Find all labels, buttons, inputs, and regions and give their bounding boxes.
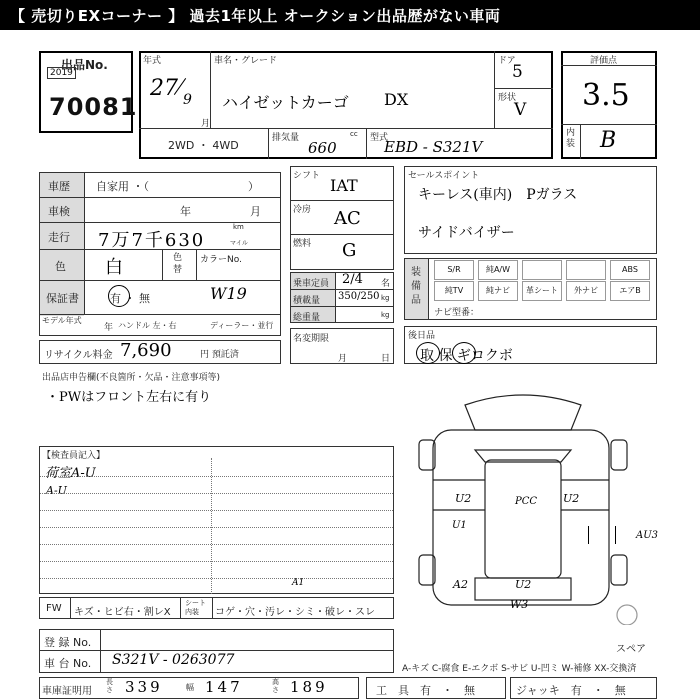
inspector-rule xyxy=(40,561,393,562)
equipment-item-a-0: S/R xyxy=(434,260,474,280)
spare-tire-circle xyxy=(617,605,637,625)
mileage-value: 7万7千630 xyxy=(98,230,206,251)
lot-label: 出品No. xyxy=(61,58,108,72)
name-change-label: 名変期限 xyxy=(293,334,330,344)
inspector-rule xyxy=(40,493,393,494)
jack-label: ジャッキ 有 ・ 無 xyxy=(516,684,626,697)
fw-scratch: キズ・ヒビ右・割レX xyxy=(74,607,171,618)
recycle-value: 7,690 xyxy=(120,340,172,361)
capacity-value: 2/4 xyxy=(342,272,363,287)
inspector-rule xyxy=(40,578,393,579)
recycle-unit: 円 預託済 xyxy=(200,350,239,360)
diagram-mark-1: U2 xyxy=(455,492,472,505)
width-value: 147 xyxy=(205,678,243,696)
model-year-unit: 年 xyxy=(104,323,114,333)
lot-box xyxy=(39,51,138,133)
lot-number: 70081 xyxy=(49,93,138,121)
diagram-mark-4: U1 xyxy=(452,520,467,531)
fw-seat-label: シート内装 xyxy=(185,599,206,616)
diagram-mark-8: AU3 xyxy=(636,530,659,541)
equipment-item-b-4: エアB xyxy=(610,281,650,301)
name-label: 車名・グレード xyxy=(214,56,278,66)
interior-value: B xyxy=(600,128,617,153)
score-label: 評価点 xyxy=(590,56,618,66)
model-year-label: モデル年式 xyxy=(42,316,82,325)
diagram-mark-7: W3 xyxy=(510,598,529,611)
color-no-label: カラーNo. xyxy=(200,255,242,265)
inspect-label: 車検 xyxy=(48,205,70,218)
recycle-label: リサイクル料金 xyxy=(44,350,113,361)
wheel-front-right xyxy=(611,440,627,470)
inspector-line1: 荷室A-U xyxy=(45,466,96,481)
header-title: 【 売切りEXコーナー 】 過去1年以上 オークション出品歴がない車両 xyxy=(10,7,501,25)
height-value: 189 xyxy=(290,678,328,696)
model-value: EBD - S321V xyxy=(384,138,483,156)
inspect-month: 月 xyxy=(250,205,261,218)
mileage-label: 走行 xyxy=(48,231,70,244)
equipment-item-b-0: 純TV xyxy=(434,281,474,301)
shift-value: IAT xyxy=(330,176,358,195)
shape-label: 形状 xyxy=(498,93,517,103)
fuel-label: 燃料 xyxy=(293,239,312,249)
declaration-label: 出品店申告欄(不良箇所・欠品・注意事項等) xyxy=(42,373,221,383)
fw-label: FW xyxy=(46,603,62,614)
history-value: 自家用 ・（ xyxy=(96,180,149,193)
length-value: 339 xyxy=(125,678,163,696)
cert-label: 車庫証明用 xyxy=(42,686,92,697)
inspector-label: 【検査員記入】 xyxy=(42,451,106,461)
load-unit: kg xyxy=(381,294,390,302)
inspector-rule xyxy=(40,544,393,545)
inspect-year: 年 xyxy=(180,205,191,218)
inspector-rule xyxy=(40,527,393,528)
equipment-item-b-3: 外ナビ xyxy=(566,281,606,301)
door-value: 5 xyxy=(512,62,523,82)
month-unit: 月 xyxy=(201,119,211,129)
shift-label: シフト xyxy=(293,171,321,181)
wheel-rear-right xyxy=(611,555,627,585)
score-value: 3.5 xyxy=(582,78,630,113)
name-change-unit: 月 xyxy=(338,354,348,364)
diagram-mark-6: U2 xyxy=(515,578,532,591)
extras-label: 後日品 xyxy=(408,331,436,341)
diagram-mark-2: U2 xyxy=(563,492,580,505)
spare-label: スペア xyxy=(616,644,646,655)
color-value: 白 xyxy=(105,257,123,278)
legend: A-キズ C-腐食 E-エクボ S-サビ U-凹ミ W-補修 XX-交換済 xyxy=(402,664,637,674)
model-label: 型式 xyxy=(370,133,389,143)
diagram-mark-3: PCC xyxy=(515,496,538,507)
shape-value: V xyxy=(514,100,527,120)
fw-seat-text: コゲ・穴・汚レ・シミ・破レ・スレ xyxy=(215,607,375,618)
length-label: 長さ xyxy=(106,678,113,694)
equipment-item-a-3 xyxy=(566,260,606,280)
color-no-value: W19 xyxy=(210,284,247,303)
drive-label: 2WD ・ 4WD xyxy=(168,139,239,152)
chassis-label: 車 台 No. xyxy=(44,657,92,670)
inspector-rule xyxy=(40,510,393,511)
km-unit: km xyxy=(233,223,244,231)
cc-unit: cc xyxy=(350,130,358,138)
equipment-item-a-4: ABS xyxy=(610,260,650,280)
sales-line2: サイドバイザー xyxy=(418,225,515,241)
mile-unit: マイル xyxy=(230,240,248,247)
equipment-item-a-1: 純A/W xyxy=(478,260,518,280)
equipment-item-b-2: 革シート xyxy=(522,281,562,301)
sales-label: セールスポイント xyxy=(408,171,480,181)
car-roof xyxy=(485,460,561,578)
warranty-value: 有 ・ 無 xyxy=(110,292,150,305)
sales-line1: キーレス(車内) Pガラス xyxy=(418,187,578,203)
load-label: 積載量 xyxy=(293,296,321,306)
declaration-text: ・PWはフロント左右に有り xyxy=(46,390,212,405)
ac-value: AC xyxy=(334,208,361,229)
inspector-line2: A-U xyxy=(46,484,67,497)
ac-label: 冷房 xyxy=(293,205,312,215)
cc-value: 660 xyxy=(308,139,337,157)
door-label: ドア xyxy=(498,56,516,66)
color-swap: 色替 xyxy=(173,253,183,275)
tools-label: 工 具 有 ・ 無 xyxy=(376,684,475,697)
interior-label: 内装 xyxy=(566,128,576,149)
capacity-unit: 名 xyxy=(381,279,391,289)
color-label: 色 xyxy=(55,260,66,273)
history-close: ） xyxy=(248,180,259,193)
reg-label: 登 録 No. xyxy=(44,636,92,649)
name-value: ハイゼットカーゴ xyxy=(222,93,349,112)
dealer-label: ディーラー・並行 xyxy=(210,321,274,330)
year-badge: 2019 xyxy=(47,67,76,79)
inspector-rule xyxy=(40,476,393,477)
warranty-label: 保証書 xyxy=(46,292,79,305)
diagram-mark-5: A2 xyxy=(453,578,468,591)
chassis-value: S321V - 0263077 xyxy=(112,652,235,668)
weight-label: 総重量 xyxy=(293,313,321,323)
width-label: 幅 xyxy=(186,683,194,692)
cc-label: 排気量 xyxy=(272,133,300,143)
month-value: 9 xyxy=(183,92,192,108)
history-label: 車歴 xyxy=(48,180,70,193)
year-value: 27 xyxy=(150,76,178,101)
handle-label: ハンドル 左・右 xyxy=(118,321,177,330)
weight-unit: kg xyxy=(381,311,390,319)
equipment-item-b-1: 純ナビ xyxy=(478,281,518,301)
header-bar xyxy=(0,0,700,30)
car-hood xyxy=(465,395,581,430)
capacity-label: 乗車定員 xyxy=(293,279,330,289)
equipment-label: 装備品 xyxy=(411,267,421,306)
year-label: 年式 xyxy=(143,56,162,66)
height-label: 高さ xyxy=(272,678,279,694)
load-value: 350/250 xyxy=(338,291,380,302)
fuel-value: G xyxy=(342,240,357,261)
equipment-item-a-2 xyxy=(522,260,562,280)
navi-label: ナビ型番： xyxy=(434,308,480,318)
name-change-day: 日 xyxy=(381,354,391,364)
diagram-mark-9: A1 xyxy=(292,578,305,588)
extras-value: 取 保 ギロクボ xyxy=(420,348,513,364)
grade-value: DX xyxy=(384,90,409,109)
